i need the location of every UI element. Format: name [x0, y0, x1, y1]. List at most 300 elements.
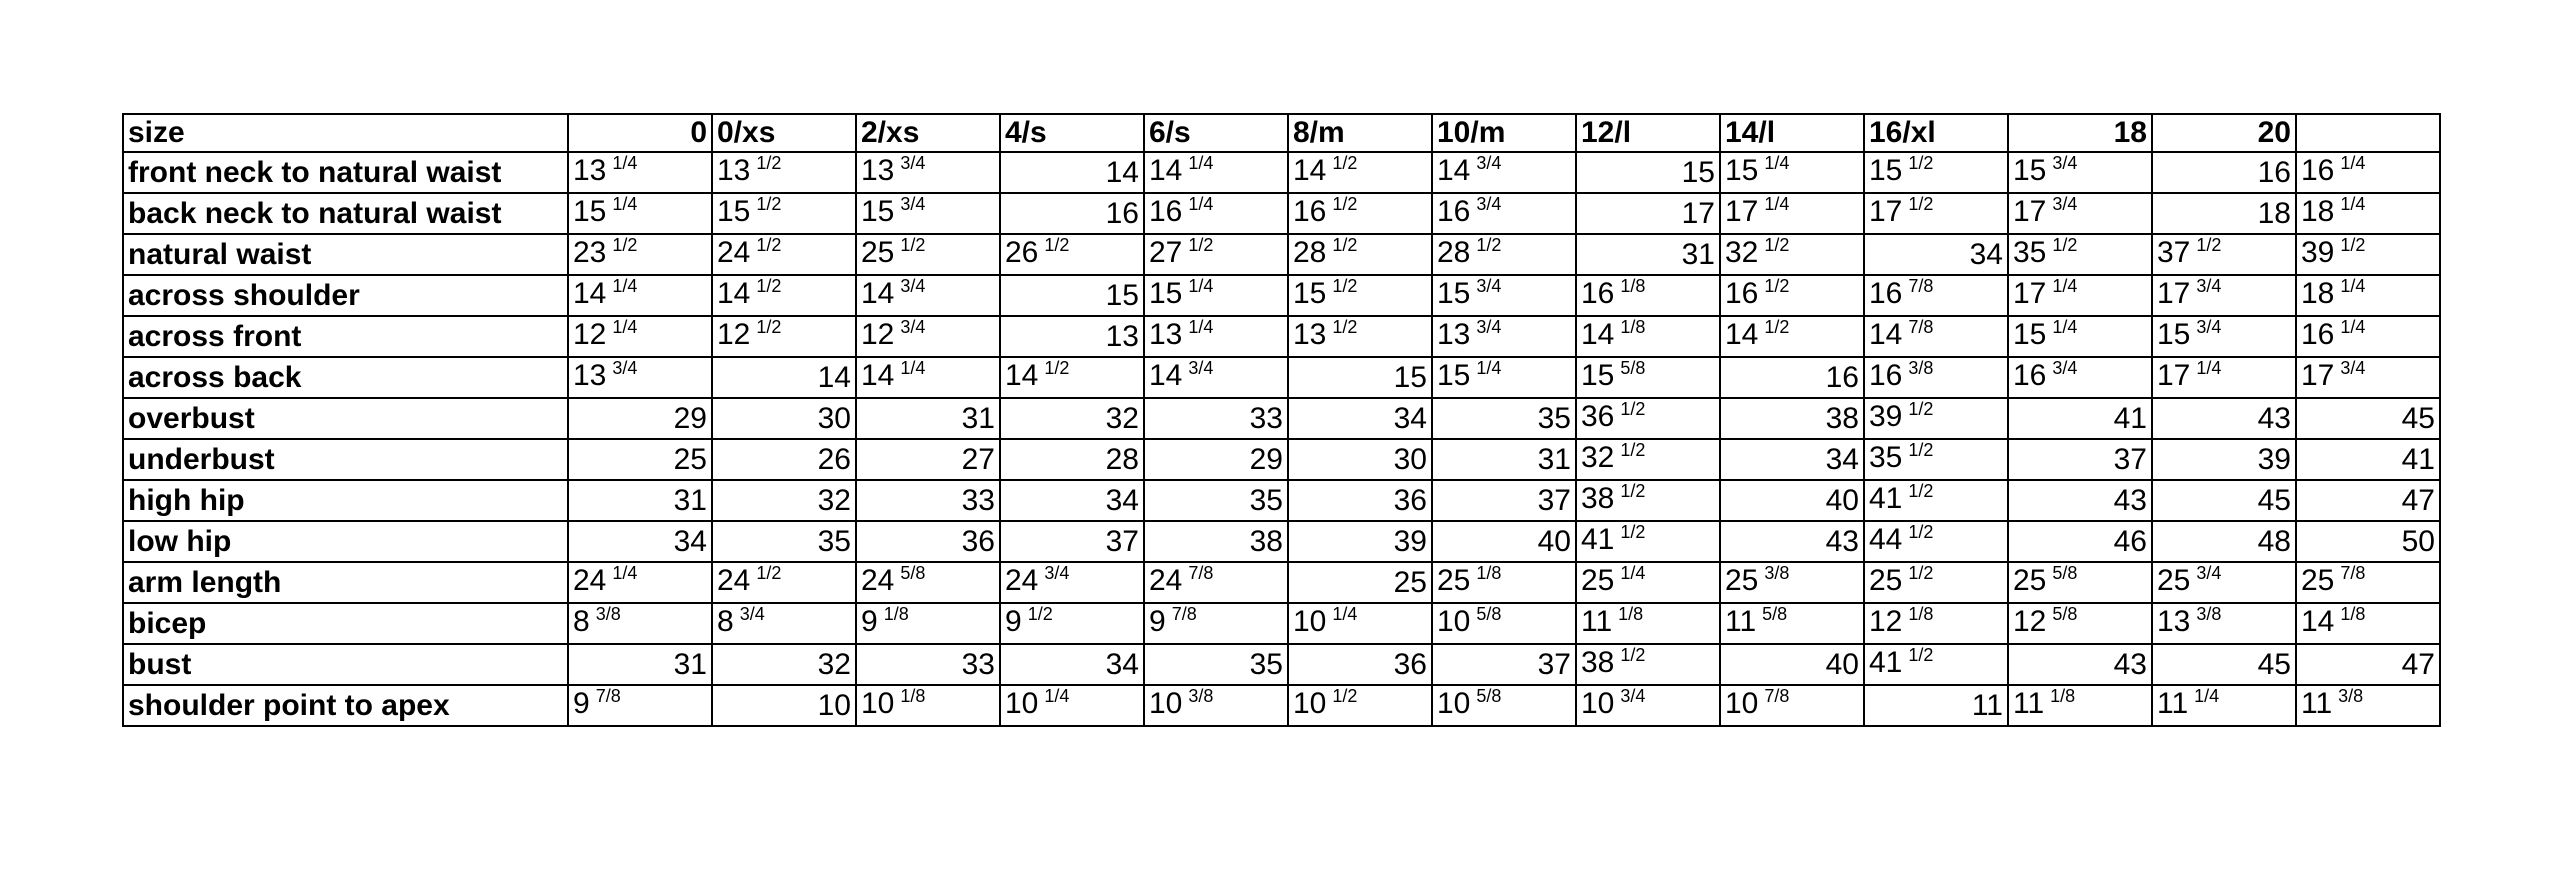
measurement-whole: 10: [1437, 687, 1471, 720]
measurement-whole: 40: [1537, 524, 1571, 558]
measurement-whole: 17: [2157, 359, 2191, 392]
measurement-fraction: 3/4: [2052, 358, 2078, 378]
measurement-whole: 11: [2013, 687, 2045, 720]
measurement-cell: [1432, 357, 1576, 398]
measurement-fraction: 3/4: [739, 604, 765, 624]
measurement-whole: 15: [1393, 360, 1427, 394]
measurement-fraction: 1/4: [1476, 358, 1502, 378]
measurement-whole: 14: [1149, 359, 1183, 392]
measurement-cell: [2152, 644, 2296, 685]
row-label: high hip: [123, 480, 568, 521]
measurement-cell: [1864, 603, 2008, 644]
measurement-whole: 40: [1825, 483, 1859, 517]
measurement-whole: 15: [1869, 154, 1903, 187]
measurement-whole: 16: [1825, 360, 1859, 394]
measurement-cell: [2008, 644, 2152, 685]
measurement-fraction: 1/4: [2340, 194, 2366, 214]
measurement-fraction: 1/4: [1188, 153, 1214, 173]
measurement-whole: 16: [2301, 154, 2335, 187]
size-chart-body: [123, 114, 2440, 726]
measurement-cell: [1576, 685, 1720, 726]
measurement-cell: [712, 152, 856, 193]
measurement-cell: [1864, 316, 2008, 357]
measurement-cell: [2008, 316, 2152, 357]
measurement-whole: 39: [1393, 524, 1427, 558]
measurement-cell: [1864, 685, 2008, 726]
measurement-fraction: 3/4: [612, 358, 638, 378]
measurement-fraction: 1/2: [1620, 645, 1646, 665]
measurement-whole: 26: [817, 442, 851, 476]
measurement-whole: 11: [2301, 687, 2333, 720]
measurement-whole: 35: [817, 524, 851, 558]
measurement-cell: [1432, 685, 1576, 726]
measurement-cell: [2296, 603, 2440, 644]
measurement-whole: 39: [1869, 400, 1903, 433]
measurement-whole: 15: [573, 195, 607, 228]
measurement-fraction: 1/4: [2340, 276, 2366, 296]
measurement-fraction: 1/4: [612, 276, 638, 296]
measurement-cell: [568, 562, 712, 603]
measurement-fraction: 1/2: [1044, 235, 1070, 255]
measurement-cell: [856, 480, 1000, 521]
measurement-cell: [856, 685, 1000, 726]
measurement-fraction: 1/2: [1620, 440, 1646, 460]
measurement-whole: 12: [717, 318, 751, 351]
measurement-whole: 17: [2013, 277, 2047, 310]
measurement-cell: [1864, 644, 2008, 685]
measurement-whole: 23: [573, 236, 607, 269]
measurement-whole: 45: [2401, 401, 2435, 435]
measurement-fraction: 1/2: [1764, 235, 1790, 255]
measurement-fraction: 3/8: [1188, 686, 1214, 706]
measurement-cell: [1000, 193, 1144, 234]
measurement-whole: 24: [717, 236, 751, 269]
measurement-whole: 18: [2257, 196, 2291, 230]
measurement-whole: 16: [1293, 195, 1327, 228]
measurement-fraction: 1/2: [1332, 276, 1358, 296]
measurement-fraction: 1/2: [1908, 399, 1934, 419]
measurement-cell: [1576, 644, 1720, 685]
measurement-whole: 8: [717, 605, 734, 638]
measurement-whole: 24: [1005, 564, 1039, 597]
measurement-fraction: 1/2: [1332, 194, 1358, 214]
measurement-cell: [2152, 193, 2296, 234]
measurement-whole: 11: [1725, 605, 1757, 638]
measurement-whole: 17: [2157, 277, 2191, 310]
measurement-fraction: 1/4: [1188, 317, 1214, 337]
measurement-cell: [712, 480, 856, 521]
measurement-whole: 13: [717, 154, 751, 187]
measurement-whole: 16: [1869, 359, 1903, 392]
measurement-cell: [1720, 521, 1864, 562]
measurement-cell: [2296, 439, 2440, 480]
measurement-cell: [1720, 357, 1864, 398]
measurement-cell: [1144, 439, 1288, 480]
measurement-cell: [1000, 357, 1144, 398]
measurement-fraction: 3/4: [2340, 358, 2366, 378]
table-row: [123, 480, 2440, 521]
measurement-cell: [1864, 275, 2008, 316]
measurement-cell: [1864, 193, 2008, 234]
measurement-cell: [2296, 234, 2440, 275]
measurement-cell: [2008, 275, 2152, 316]
measurement-cell: [1000, 439, 1144, 480]
measurement-cell: [2008, 193, 2152, 234]
measurement-fraction: 3/4: [900, 153, 926, 173]
measurement-whole: 12: [1869, 605, 1903, 638]
measurement-whole: 33: [961, 483, 995, 517]
measurement-cell: [568, 316, 712, 357]
measurement-whole: 44: [1869, 523, 1903, 556]
measurement-fraction: 1/2: [756, 235, 782, 255]
measurement-whole: 25: [1393, 565, 1427, 599]
measurement-cell: [1432, 398, 1576, 439]
measurement-whole: 17: [1869, 195, 1903, 228]
measurement-whole: 10: [1005, 687, 1039, 720]
table-row: [123, 603, 2440, 644]
measurement-whole: 35: [1249, 483, 1283, 517]
table-row: [123, 398, 2440, 439]
measurement-fraction: 1/2: [1332, 686, 1358, 706]
measurement-whole: 31: [673, 647, 707, 681]
measurement-fraction: 3/4: [900, 276, 926, 296]
measurement-whole: 16: [1437, 195, 1471, 228]
measurement-fraction: 1/2: [1620, 399, 1646, 419]
measurement-fraction: 1/8: [2050, 686, 2076, 706]
measurement-whole: 43: [2113, 647, 2147, 681]
measurement-cell: [2152, 685, 2296, 726]
measurement-cell: [568, 521, 712, 562]
measurement-cell: [2296, 193, 2440, 234]
measurement-fraction: 1/2: [2052, 235, 2078, 255]
measurement-whole: 18: [2301, 195, 2335, 228]
measurement-cell: [1288, 234, 1432, 275]
measurement-fraction: 5/8: [1620, 358, 1646, 378]
measurement-fraction: 1/4: [1188, 276, 1214, 296]
table-row: [123, 193, 2440, 234]
measurement-cell: [1288, 480, 1432, 521]
table-row: [123, 357, 2440, 398]
measurement-whole: 13: [573, 359, 607, 392]
row-label: overbust: [123, 398, 568, 439]
measurement-fraction: 1/2: [1764, 276, 1790, 296]
measurement-whole: 32: [817, 647, 851, 681]
measurement-fraction: 3/4: [1620, 686, 1646, 706]
measurement-cell: [1432, 480, 1576, 521]
measurement-whole: 28: [1105, 442, 1139, 476]
measurement-fraction: 1/8: [883, 604, 909, 624]
measurement-cell: [2296, 398, 2440, 439]
measurement-whole: 35: [1869, 441, 1903, 474]
measurement-fraction: 1/2: [900, 235, 926, 255]
measurement-fraction: 1/4: [2194, 686, 2220, 706]
table-row: [123, 316, 2440, 357]
measurement-fraction: 1/2: [1188, 235, 1214, 255]
measurement-cell: [1000, 316, 1144, 357]
measurement-whole: 37: [2113, 442, 2147, 476]
measurement-whole: 14: [573, 277, 607, 310]
measurement-whole: 15: [1681, 155, 1715, 189]
measurement-whole: 14: [817, 360, 851, 394]
row-label: across front: [123, 316, 568, 357]
measurement-whole: 31: [673, 483, 707, 517]
measurement-whole: 10: [817, 688, 851, 722]
measurement-fraction: 1/8: [1620, 317, 1646, 337]
measurement-fraction: 1/4: [1188, 194, 1214, 214]
measurement-whole: 35: [1249, 647, 1283, 681]
measurement-whole: 34: [1825, 442, 1859, 476]
measurement-cell: [1864, 562, 2008, 603]
measurement-fraction: 1/4: [1764, 153, 1790, 173]
measurement-whole: 35: [1537, 401, 1571, 435]
measurement-fraction: 1/2: [612, 235, 638, 255]
measurement-whole: 13: [2157, 605, 2191, 638]
measurement-whole: 15: [861, 195, 895, 228]
measurement-whole: 15: [1437, 277, 1471, 310]
header-size-cell: 12/l: [1576, 114, 1720, 152]
measurement-whole: 40: [1825, 647, 1859, 681]
measurement-cell: [712, 562, 856, 603]
measurement-fraction: 1/8: [2340, 604, 2366, 624]
measurement-fraction: 1/2: [1908, 563, 1934, 583]
measurement-whole: 15: [1105, 278, 1139, 312]
measurement-cell: [1288, 439, 1432, 480]
measurement-whole: 15: [1437, 359, 1471, 392]
measurement-cell: [1144, 603, 1288, 644]
measurement-whole: 13: [573, 154, 607, 187]
measurement-cell: [568, 193, 712, 234]
measurement-whole: 43: [2113, 483, 2147, 517]
measurement-whole: 17: [1681, 196, 1715, 230]
measurement-cell: [1720, 234, 1864, 275]
measurement-cell: [1576, 603, 1720, 644]
header-size-cell: 4/s: [1000, 114, 1144, 152]
measurement-cell: [2008, 521, 2152, 562]
measurement-cell: [568, 685, 712, 726]
measurement-whole: 11: [1971, 688, 2003, 722]
measurement-whole: 31: [1681, 237, 1715, 271]
measurement-whole: 17: [1725, 195, 1759, 228]
measurement-whole: 36: [1393, 483, 1427, 517]
measurement-cell: [1288, 644, 1432, 685]
measurement-whole: 38: [1581, 482, 1615, 515]
measurement-fraction: 3/8: [1764, 563, 1790, 583]
measurement-fraction: 3/8: [1908, 358, 1934, 378]
measurement-whole: 24: [1149, 564, 1183, 597]
measurement-fraction: 3/4: [1476, 317, 1502, 337]
measurement-cell: [1864, 439, 2008, 480]
measurement-whole: 25: [861, 236, 895, 269]
measurement-whole: 15: [2013, 318, 2047, 351]
measurement-cell: [1432, 234, 1576, 275]
row-label: natural waist: [123, 234, 568, 275]
measurement-whole: 33: [1249, 401, 1283, 435]
measurement-cell: [2296, 562, 2440, 603]
measurement-cell: [1576, 439, 1720, 480]
measurement-fraction: 1/2: [1620, 522, 1646, 542]
measurement-cell: [712, 234, 856, 275]
measurement-fraction: 7/8: [1188, 563, 1214, 583]
measurement-whole: 41: [1869, 646, 1903, 679]
measurement-fraction: 1/4: [1332, 604, 1358, 624]
measurement-cell: [1576, 398, 1720, 439]
measurement-whole: 15: [1581, 359, 1615, 392]
measurement-fraction: 7/8: [2340, 563, 2366, 583]
row-label: across back: [123, 357, 568, 398]
measurement-cell: [1288, 603, 1432, 644]
measurement-fraction: 1/4: [1764, 194, 1790, 214]
measurement-cell: [1720, 152, 1864, 193]
measurement-fraction: 3/8: [2196, 604, 2222, 624]
measurement-whole: 28: [1293, 236, 1327, 269]
measurement-fraction: 3/4: [2196, 317, 2222, 337]
measurement-cell: [1720, 398, 1864, 439]
measurement-whole: 16: [2257, 155, 2291, 189]
measurement-whole: 10: [1437, 605, 1471, 638]
measurement-fraction: 3/4: [2052, 153, 2078, 173]
measurement-whole: 34: [1105, 483, 1139, 517]
measurement-fraction: 1/4: [612, 153, 638, 173]
measurement-whole: 11: [2157, 687, 2189, 720]
measurement-whole: 14: [1725, 318, 1759, 351]
header-size-label: size: [123, 114, 568, 152]
header-size-cell: 20: [2152, 114, 2296, 152]
measurement-cell: [1288, 316, 1432, 357]
measurement-whole: 36: [961, 524, 995, 558]
measurement-fraction: 5/8: [1476, 604, 1502, 624]
measurement-fraction: 7/8: [595, 686, 621, 706]
measurement-whole: 47: [2401, 647, 2435, 681]
measurement-whole: 14: [1293, 154, 1327, 187]
measurement-cell: [1144, 480, 1288, 521]
measurement-fraction: 1/4: [2340, 317, 2366, 337]
measurement-cell: [712, 439, 856, 480]
measurement-whole: 37: [1537, 483, 1571, 517]
header-size-cell: 2/xs: [856, 114, 1000, 152]
measurement-cell: [1864, 152, 2008, 193]
measurement-cell: [856, 521, 1000, 562]
measurement-cell: [1000, 603, 1144, 644]
measurement-cell: [2008, 603, 2152, 644]
measurement-cell: [2296, 685, 2440, 726]
measurement-fraction: 3/8: [595, 604, 621, 624]
measurement-fraction: 7/8: [1764, 686, 1790, 706]
table-row: [123, 562, 2440, 603]
measurement-cell: [1000, 685, 1144, 726]
measurement-fraction: 3/4: [1476, 194, 1502, 214]
measurement-whole: 25: [2013, 564, 2047, 597]
measurement-fraction: 7/8: [1908, 276, 1934, 296]
measurement-whole: 41: [2113, 401, 2147, 435]
measurement-whole: 8: [573, 605, 590, 638]
measurement-fraction: 1/2: [756, 276, 782, 296]
row-label: bicep: [123, 603, 568, 644]
measurement-whole: 13: [1437, 318, 1471, 351]
measurement-cell: [568, 275, 712, 316]
measurement-whole: 25: [1725, 564, 1759, 597]
measurement-cell: [2008, 357, 2152, 398]
measurement-cell: [1576, 562, 1720, 603]
measurement-cell: [856, 644, 1000, 685]
measurement-fraction: 1/2: [1764, 317, 1790, 337]
table-row: [123, 644, 2440, 685]
measurement-fraction: 1/2: [1908, 522, 1934, 542]
measurement-whole: 29: [673, 401, 707, 435]
measurement-cell: [1000, 480, 1144, 521]
measurement-whole: 29: [1249, 442, 1283, 476]
table-row: [123, 152, 2440, 193]
measurement-fraction: 3/4: [2196, 563, 2222, 583]
measurement-cell: [2296, 316, 2440, 357]
measurement-cell: [568, 398, 712, 439]
row-label: across shoulder: [123, 275, 568, 316]
measurement-whole: 41: [2401, 442, 2435, 476]
measurement-cell: [1000, 234, 1144, 275]
measurement-whole: 46: [2113, 524, 2147, 558]
row-label: bust: [123, 644, 568, 685]
measurement-fraction: 3/4: [1044, 563, 1070, 583]
measurement-fraction: 3/8: [2338, 686, 2364, 706]
measurement-cell: [1720, 439, 1864, 480]
measurement-cell: [1288, 562, 1432, 603]
measurement-whole: 15: [1725, 154, 1759, 187]
measurement-cell: [856, 152, 1000, 193]
measurement-cell: [1432, 316, 1576, 357]
measurement-whole: 34: [1393, 401, 1427, 435]
measurement-cell: [856, 275, 1000, 316]
measurement-cell: [1000, 644, 1144, 685]
measurement-whole: 16: [1581, 277, 1615, 310]
measurement-cell: [1432, 644, 1576, 685]
measurement-cell: [2152, 603, 2296, 644]
measurement-whole: 24: [861, 564, 895, 597]
measurement-cell: [1576, 316, 1720, 357]
measurement-whole: 37: [2157, 236, 2191, 269]
measurement-cell: [1144, 234, 1288, 275]
measurement-cell: [712, 603, 856, 644]
measurement-fraction: 5/8: [1476, 686, 1502, 706]
measurement-cell: [712, 398, 856, 439]
measurement-cell: [856, 193, 1000, 234]
measurement-cell: [568, 152, 712, 193]
measurement-cell: [2008, 234, 2152, 275]
measurement-whole: 9: [861, 605, 878, 638]
measurement-whole: 10: [1581, 687, 1615, 720]
measurement-cell: [1720, 685, 1864, 726]
measurement-whole: 16: [1149, 195, 1183, 228]
measurement-whole: 16: [1869, 277, 1903, 310]
measurement-cell: [1144, 357, 1288, 398]
measurement-whole: 17: [2301, 359, 2335, 392]
measurement-cell: [2152, 234, 2296, 275]
measurement-whole: 10: [861, 687, 895, 720]
measurement-whole: 32: [1105, 401, 1139, 435]
measurement-whole: 25: [2301, 564, 2335, 597]
measurement-cell: [2296, 152, 2440, 193]
measurement-whole: 10: [1149, 687, 1183, 720]
measurement-whole: 39: [2257, 442, 2291, 476]
measurement-cell: [712, 316, 856, 357]
measurement-cell: [1432, 603, 1576, 644]
measurement-fraction: 1/2: [2340, 235, 2366, 255]
measurement-fraction: 7/8: [1908, 317, 1934, 337]
measurement-cell: [856, 603, 1000, 644]
measurement-cell: [1576, 234, 1720, 275]
measurement-whole: 15: [2157, 318, 2191, 351]
measurement-whole: 16: [1105, 196, 1139, 230]
header-size-cell: 6/s: [1144, 114, 1288, 152]
header-size-cell: 0: [568, 114, 712, 152]
